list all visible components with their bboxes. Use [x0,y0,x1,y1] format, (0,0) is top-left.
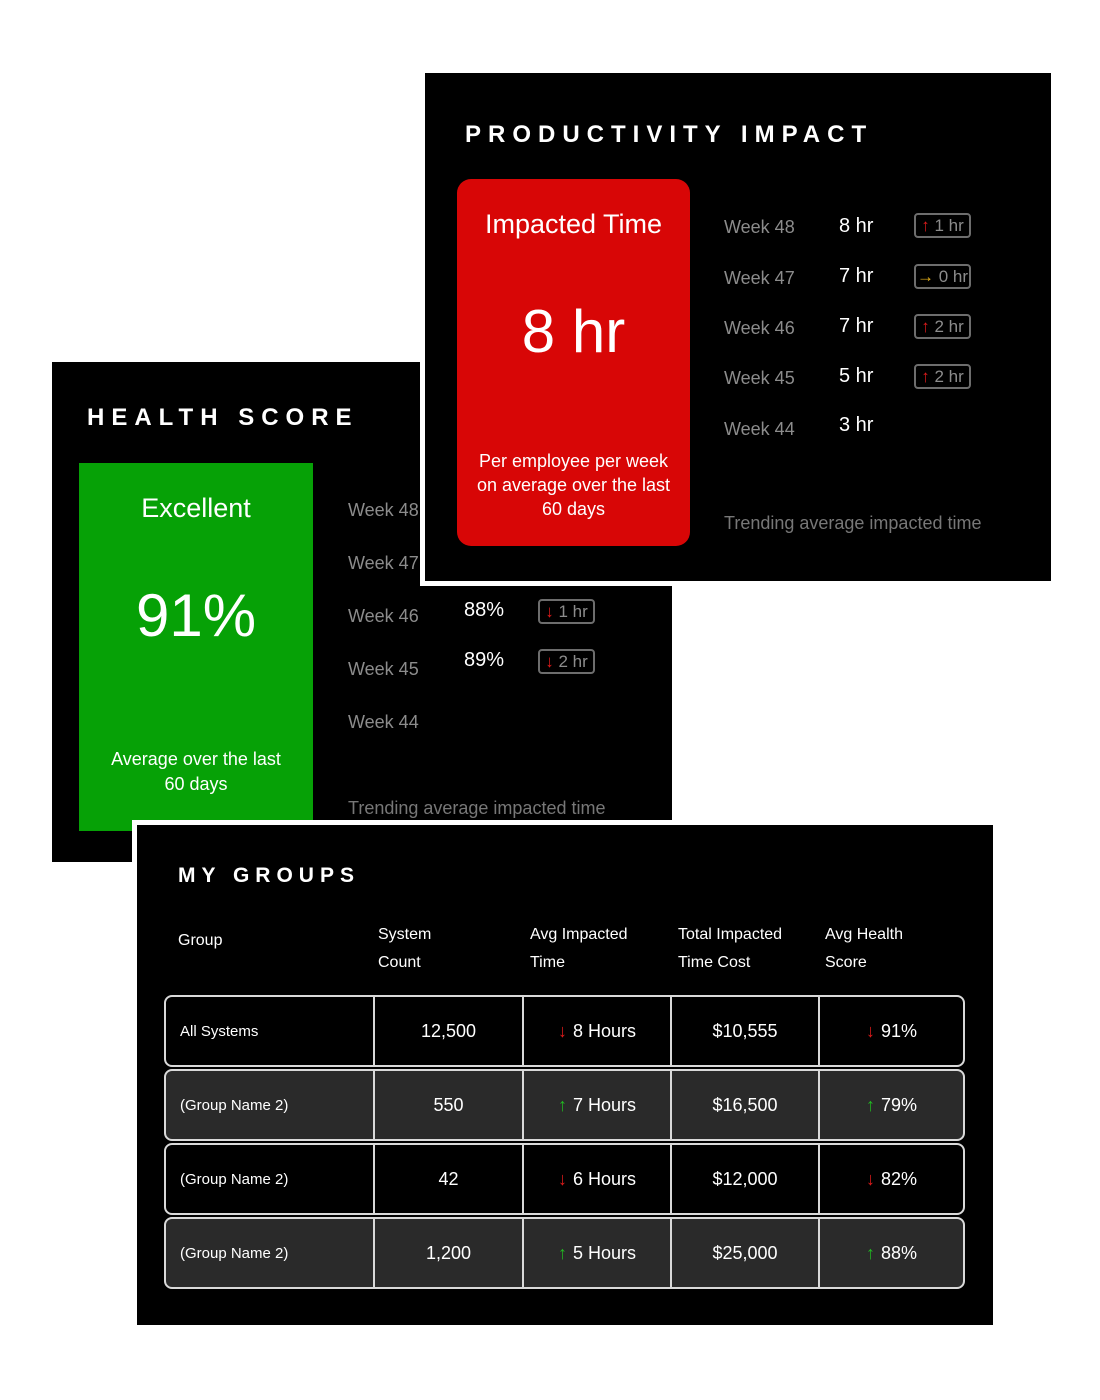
avg-time-cell [524,997,670,1065]
table-row[interactable] [164,1069,965,1141]
health-text: 79% [880,1094,918,1115]
prod-week-value: 7 hr [839,265,874,287]
health-text: 91% [880,1020,918,1041]
arrow-down-icon: ↓ [865,1020,875,1041]
prod-week-delta-text: 0 hr [938,267,969,286]
prod-week-value: 5 hr [839,365,874,387]
health-score-value: 91% [135,582,257,649]
column-header-line: Total Impacted [678,926,783,943]
health-week-label: Week 44 [348,712,419,732]
avg-time-text: 6 Hours [572,1168,637,1189]
health-week-value: 88% [464,599,505,621]
arrow-right-icon: → [916,267,934,286]
health-text: 82% [880,1168,918,1189]
prod-week-label: Week 46 [724,318,795,338]
column-header-line: Count [378,954,421,971]
column-header-group [178,927,222,955]
avg-time-text: 5 Hours [572,1242,637,1263]
group-name-cell: (Group Name 2) [180,1170,289,1188]
prod-week-delta [914,314,971,339]
avg-time-cell [524,1071,670,1139]
health-score-subtitle: Average over the last 60 days [111,749,281,794]
health-week-delta [538,649,595,674]
health-week-delta-text: 2 hr [558,652,588,671]
column-header-line: Avg Health [825,926,903,943]
column-header-line: Time Cost [678,954,751,971]
total-cost-cell: $12,000 [712,1168,778,1189]
system-count-cell: 550 [433,1094,464,1115]
impacted-time-subtitle: Per employee per week on average over the last 60 days [476,451,671,519]
system-count-cell: 1,200 [425,1242,472,1263]
prod-week-delta [914,264,971,289]
arrow-up-icon: ↑ [865,1094,875,1115]
arrow-down-icon: ↓ [865,1168,875,1189]
prod-week-delta [914,364,971,389]
my-groups-title: MY GROUPS [178,864,360,887]
health-trend-label: Trending average impacted time [348,798,606,818]
column-header-avg-health-score [825,921,903,977]
arrow-up-icon: ↑ [557,1094,567,1115]
prod-week-value: 3 hr [839,414,874,436]
prod-week-delta [914,213,971,238]
arrow-up-icon: ↑ [921,317,930,336]
prod-week-delta-text: 2 hr [934,317,964,336]
arrow-up-icon: ↑ [921,367,930,386]
column-header-system-count [378,921,431,977]
health-week-label: Week 48 [348,500,419,520]
arrow-down-icon: ↓ [545,602,554,621]
health-text: 88% [880,1242,918,1263]
avg-time-text: 7 Hours [572,1094,637,1115]
health-week-delta-text: 1 hr [558,602,588,621]
my-groups-panel [137,825,993,1325]
arrow-up-icon: ↑ [557,1242,567,1263]
health-score-card [79,463,313,831]
column-header-line: Score [825,954,867,971]
total-cost-cell: $10,555 [712,1020,778,1041]
arrow-down-icon: ↓ [545,652,554,671]
table-row[interactable] [164,995,965,1067]
impacted-time-label: Impacted Time [484,209,663,239]
column-header-line: Group [178,932,223,949]
productivity-title: PRODUCTIVITY IMPACT [465,121,874,148]
health-cell [820,1145,963,1213]
prod-week-value: 7 hr [839,315,874,337]
table-row[interactable] [164,1217,965,1289]
impacted-time-card [457,179,690,546]
health-week-label: Week 45 [348,659,419,679]
prod-week-label: Week 44 [724,419,795,439]
avg-time-cell [524,1219,670,1287]
total-cost-cell: $25,000 [712,1242,778,1263]
health-score-label: Excellent [141,493,251,523]
prod-week-label: Week 47 [724,268,795,288]
group-name-cell: All Systems [180,1022,259,1040]
arrow-up-icon: ↑ [865,1242,875,1263]
column-header-total-impacted-cost [678,921,782,977]
arrow-down-icon: ↓ [557,1020,567,1041]
health-week-label: Week 47 [348,553,419,573]
group-name-cell: (Group Name 2) [180,1096,289,1114]
health-score-title: HEALTH SCORE [87,404,359,431]
column-header-line: System [378,926,432,943]
health-week-delta [538,599,595,624]
health-week-label: Week 46 [348,606,419,626]
avg-time-text: 8 Hours [572,1020,637,1041]
impacted-time-value: 8 hr [521,298,626,365]
productivity-impact-panel [425,73,1051,581]
health-week-value: 89% [464,649,505,671]
avg-time-cell [524,1145,670,1213]
prod-week-label: Week 45 [724,368,795,388]
prod-week-delta-text: 1 hr [934,216,964,235]
arrow-up-icon: ↑ [921,216,930,235]
column-header-avg-impacted-time [530,921,628,977]
system-count-cell: 12,500 [420,1020,477,1041]
health-cell [820,1219,963,1287]
prod-week-delta-text: 2 hr [934,367,964,386]
group-name-cell: (Group Name 2) [180,1244,289,1262]
health-cell [820,997,963,1065]
total-cost-cell: $16,500 [712,1094,778,1115]
system-count-cell: 42 [438,1168,459,1189]
arrow-down-icon: ↓ [557,1168,567,1189]
table-row[interactable] [164,1143,965,1215]
prod-week-value: 8 hr [839,215,874,237]
column-header-line: Time [530,954,565,971]
prod-week-label: Week 48 [724,217,795,237]
prod-trend-label: Trending average impacted time [724,513,982,533]
column-header-line: Avg Impacted [530,926,628,943]
health-cell [820,1071,963,1139]
